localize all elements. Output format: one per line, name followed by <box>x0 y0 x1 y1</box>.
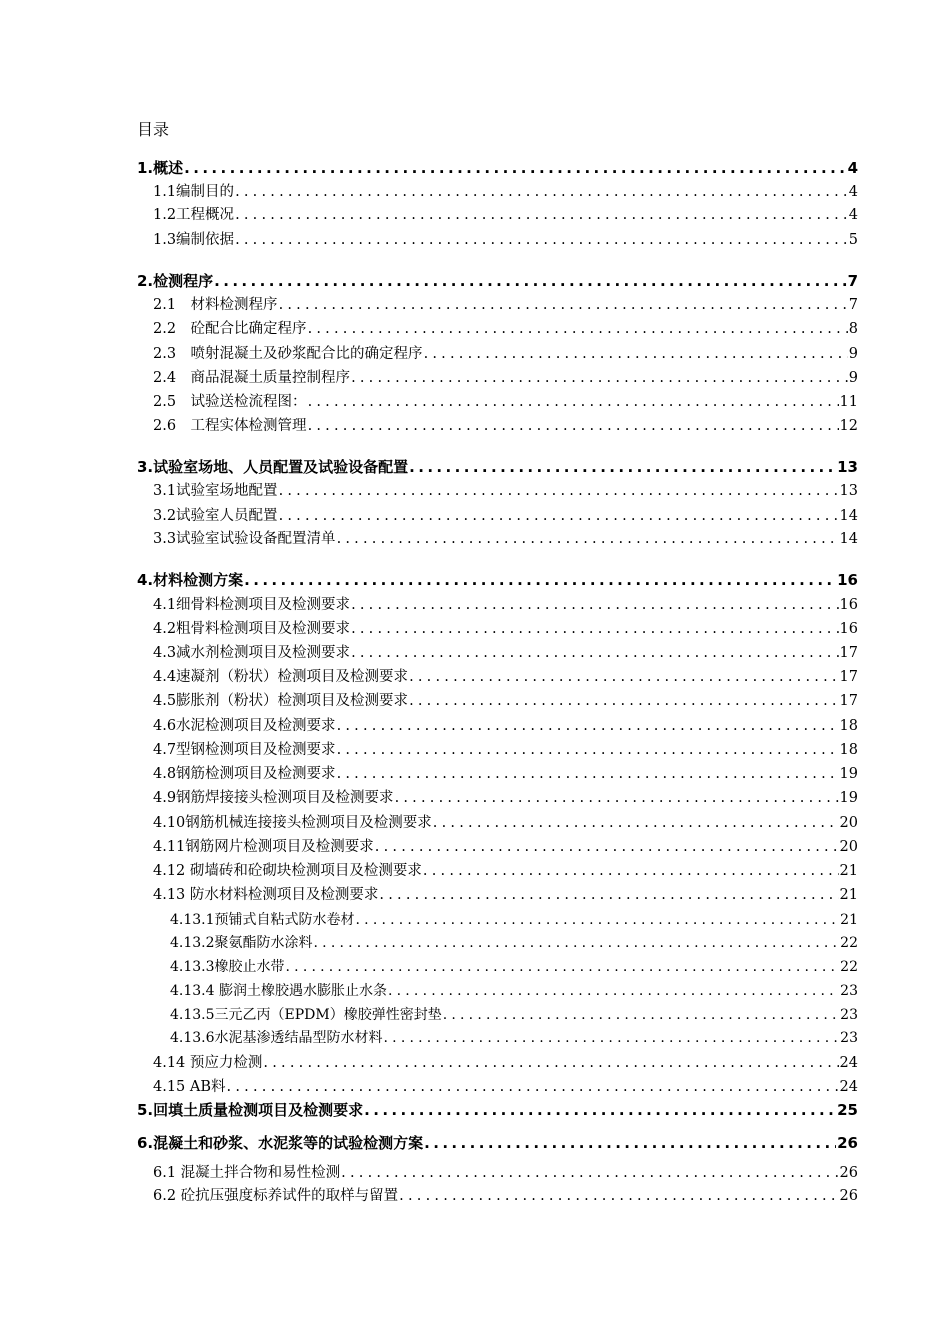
toc-entry[interactable] <box>170 909 858 931</box>
toc-leader-dots <box>244 569 836 591</box>
toc-entry-page: 17 <box>839 645 858 661</box>
toc-entry[interactable] <box>170 1004 858 1026</box>
toc-leader-dots <box>337 739 839 761</box>
toc-entry-label: 2.5 试验送检流程图： <box>153 394 307 410</box>
toc-entry-page: 18 <box>839 742 858 758</box>
toc-entry-label: 2.6 工程实体检测管理 <box>153 418 307 434</box>
toc-entry[interactable] <box>153 1076 858 1098</box>
toc-entry-label: 4.4速凝剂（粉状）检测项目及检测要求 <box>153 669 409 685</box>
toc-entry[interactable] <box>153 836 858 858</box>
toc-entry-page: 25 <box>837 1101 858 1119</box>
toc-leader-dots <box>308 391 839 413</box>
toc-entry-page: 24 <box>839 1079 858 1095</box>
toc-entry-page: 9 <box>848 346 858 362</box>
toc-title: 目录 <box>137 120 170 139</box>
toc-entry[interactable] <box>170 980 858 1002</box>
toc-leader-dots <box>337 763 839 785</box>
toc-entry[interactable] <box>153 860 858 882</box>
toc-entry-label: 4.10钢筋机械连接接头检测项目及检测要求 <box>153 815 432 831</box>
toc-entry-page: 16 <box>839 621 858 637</box>
toc-entry[interactable] <box>153 1185 858 1207</box>
toc-leader-dots <box>409 690 838 712</box>
toc-entry[interactable] <box>153 294 858 316</box>
toc-entry-label: 4.3减水剂检测项目及检测要求 <box>153 645 351 661</box>
toc-entry-page: 13 <box>839 483 858 499</box>
toc-leader-dots <box>184 157 846 179</box>
toc-entry[interactable] <box>153 763 858 785</box>
toc-entry-label: 4.13.6水泥基渗透结晶型防水材料 <box>170 1030 383 1046</box>
toc-entry[interactable] <box>153 715 858 737</box>
toc-leader-dots <box>341 1162 838 1184</box>
toc-leader-dots <box>399 1185 838 1207</box>
toc-entry-page: 22 <box>840 935 858 951</box>
toc-entry[interactable] <box>153 1052 858 1074</box>
toc-entry-page: 21 <box>839 863 858 879</box>
toc-leader-dots <box>424 1132 836 1154</box>
toc-entry-label: 2.1 材料检测程序 <box>153 297 278 313</box>
toc-leader-dots <box>384 1027 840 1049</box>
toc-entry-page: 23 <box>840 1007 858 1023</box>
toc-entry[interactable] <box>153 739 858 761</box>
toc-entry-page: 21 <box>839 887 858 903</box>
toc-leader-dots <box>351 618 838 640</box>
toc-leader-dots <box>279 294 848 316</box>
toc-leader-dots <box>351 642 838 664</box>
toc-entry-page: 4 <box>848 207 858 223</box>
toc-entry-label: 2.检测程序 <box>137 272 214 290</box>
toc-entry-label: 6.混凝土和砂浆、水泥浆等的试验检测方案 <box>137 1134 424 1152</box>
toc-leader-dots <box>443 1004 839 1026</box>
toc-leader-dots <box>379 884 838 906</box>
toc-entry[interactable] <box>153 528 858 550</box>
toc-leader-dots <box>433 812 839 834</box>
toc-leader-dots <box>279 505 839 527</box>
toc-entry-page: 19 <box>839 790 858 806</box>
toc-entry[interactable] <box>153 812 858 834</box>
toc-entry-label: 4.1细骨料检测项目及检测要求 <box>153 597 351 613</box>
toc-entry[interactable] <box>153 415 858 437</box>
toc-entry-page: 21 <box>840 912 858 928</box>
toc-entry-label: 6.1 混凝土拌合物和易性检测 <box>153 1165 341 1181</box>
toc-entry-page: 23 <box>840 983 858 999</box>
toc-leader-dots <box>286 956 840 978</box>
toc-leader-dots <box>337 528 839 550</box>
toc-leader-dots <box>214 270 846 292</box>
toc-leader-dots <box>308 415 839 437</box>
toc-entry[interactable] <box>137 1132 858 1154</box>
toc-entry[interactable] <box>153 884 858 906</box>
toc-leader-dots <box>424 343 848 365</box>
toc-entry[interactable] <box>153 391 858 413</box>
toc-entry-page: 16 <box>839 597 858 613</box>
toc-entry[interactable] <box>153 690 858 712</box>
toc-entry-label: 4.13.1预铺式自粘式防水卷材 <box>170 912 355 928</box>
toc-entry-label: 4.15 AB料 <box>153 1079 226 1095</box>
toc-entry-page: 26 <box>839 1188 858 1204</box>
toc-entry-label: 1.1编制目的 <box>153 184 235 200</box>
toc-entry-page: 22 <box>840 959 858 975</box>
toc-leader-dots <box>364 1099 836 1121</box>
toc-entry-label: 2.4 商品混凝土质量控制程序 <box>153 370 351 386</box>
toc-entry[interactable] <box>153 505 858 527</box>
toc-entry[interactable] <box>137 456 858 478</box>
toc-entry-label: 4.13.3橡胶止水带 <box>170 959 285 975</box>
toc-entry[interactable] <box>137 569 858 591</box>
toc-entry[interactable] <box>153 318 858 340</box>
toc-leader-dots <box>423 860 839 882</box>
toc-entry-page: 13 <box>837 458 858 476</box>
toc-leader-dots <box>375 836 839 858</box>
toc-entry[interactable] <box>153 594 858 616</box>
toc-entry-page: 8 <box>848 321 858 337</box>
toc-entry[interactable] <box>153 343 858 365</box>
toc-entry-label: 3.3试验室试验设备配置清单 <box>153 531 336 547</box>
toc-entry-page: 20 <box>839 815 858 831</box>
toc-entry-page: 7 <box>847 272 858 290</box>
toc-leader-dots <box>351 594 838 616</box>
toc-entry[interactable] <box>153 204 858 226</box>
toc-entry-label: 2.3 喷射混凝土及砂浆配合比的确定程序 <box>153 346 423 362</box>
toc-entry[interactable] <box>137 157 858 179</box>
toc-entry-label: 4.2粗骨料检测项目及检测要求 <box>153 621 351 637</box>
toc-entry-page: 20 <box>839 839 858 855</box>
toc-entry-page: 17 <box>839 669 858 685</box>
toc-entry[interactable] <box>153 1162 858 1184</box>
toc-entry[interactable] <box>137 270 858 292</box>
toc-entry-label: 4.14 预应力检测 <box>153 1055 263 1071</box>
toc-entry-page: 26 <box>839 1165 858 1181</box>
toc-leader-dots <box>409 456 836 478</box>
toc-entry[interactable] <box>153 229 858 251</box>
toc-entry-label: 3.试验室场地、人员配置及试验设备配置 <box>137 458 409 476</box>
toc-entry-label: 5.回填土质量检测项目及检测要求 <box>137 1101 364 1119</box>
toc-leader-dots <box>351 367 848 389</box>
toc-entry-page: 9 <box>848 370 858 386</box>
toc-entry-label: 3.2试验室人员配置 <box>153 508 278 524</box>
toc-entry-label: 1.2工程概况 <box>153 207 235 223</box>
toc-entry[interactable] <box>153 787 858 809</box>
toc-leader-dots <box>409 666 838 688</box>
toc-leader-dots <box>235 204 848 226</box>
toc-entry-page: 18 <box>839 718 858 734</box>
toc-entry-label: 4.13.4 膨润土橡胶遇水膨胀止水条 <box>170 983 387 999</box>
toc-entry[interactable] <box>170 956 858 978</box>
toc-entry-page: 11 <box>839 394 858 410</box>
toc-entry-page: 7 <box>848 297 858 313</box>
toc-leader-dots <box>279 480 839 502</box>
toc-leader-dots <box>308 318 848 340</box>
toc-entry[interactable] <box>153 181 858 203</box>
toc-entry[interactable] <box>170 1027 858 1049</box>
toc-entry-label: 3.1试验室场地配置 <box>153 483 278 499</box>
toc-leader-dots <box>227 1076 839 1098</box>
toc-entry[interactable] <box>170 932 858 954</box>
toc-entry[interactable] <box>153 367 858 389</box>
toc-entry-page: 14 <box>839 531 858 547</box>
toc-entry[interactable] <box>153 666 858 688</box>
toc-leader-dots <box>356 909 840 931</box>
toc-entry[interactable] <box>153 618 858 640</box>
toc-entry-page: 14 <box>839 508 858 524</box>
toc-entry-label: 4.12 砌墙砖和砼砌块检测项目及检测要求 <box>153 863 422 879</box>
toc-entry-page: 4 <box>848 184 858 200</box>
toc-entry-label: 4.7型钢检测项目及检测要求 <box>153 742 336 758</box>
toc-entry-label: 4.11钢筋网片检测项目及检测要求 <box>153 839 374 855</box>
toc-entry-label: 2.2 砼配合比确定程序 <box>153 321 307 337</box>
toc-leader-dots <box>235 181 848 203</box>
toc-entry-page: 4 <box>847 159 858 177</box>
toc-entry[interactable] <box>137 1099 858 1121</box>
toc-entry-label: 4.材料检测方案 <box>137 571 244 589</box>
toc-entry-label: 4.5膨胀剂（粉状）检测项目及检测要求 <box>153 693 409 709</box>
toc-entry-label: 1.概述 <box>137 159 184 177</box>
toc-entry-label: 4.8钢筋检测项目及检测要求 <box>153 766 336 782</box>
toc-entry-label: 4.13 防水材料检测项目及检测要求 <box>153 887 379 903</box>
toc-entry-label: 6.2 砼抗压强度标养试件的取样与留置 <box>153 1188 399 1204</box>
toc-entry-page: 17 <box>839 693 858 709</box>
toc-entry-page: 24 <box>839 1055 858 1071</box>
toc-entry-label: 4.13.2聚氨酯防水涂料 <box>170 935 313 951</box>
toc-leader-dots <box>395 787 839 809</box>
toc-leader-dots <box>314 932 840 954</box>
toc-entry-page: 5 <box>848 232 858 248</box>
toc-entry-page: 26 <box>837 1134 858 1152</box>
toc-entry-label: 1.3编制依据 <box>153 232 235 248</box>
toc-leader-dots <box>388 980 839 1002</box>
toc-entry[interactable] <box>153 480 858 502</box>
toc-leader-dots <box>263 1052 838 1074</box>
toc-entry[interactable] <box>153 642 858 664</box>
toc-entry-page: 19 <box>839 766 858 782</box>
toc-entry-page: 12 <box>839 418 858 434</box>
toc-entry-label: 4.6水泥检测项目及检测要求 <box>153 718 336 734</box>
toc-leader-dots <box>337 715 839 737</box>
toc-entry-page: 23 <box>840 1030 858 1046</box>
toc-entry-label: 4.9钢筋焊接接头检测项目及检测要求 <box>153 790 394 806</box>
toc-entry-label: 4.13.5三元乙丙（EPDM）橡胶弹性密封垫 <box>170 1007 442 1023</box>
toc-leader-dots <box>235 229 848 251</box>
toc-entry-page: 16 <box>837 571 858 589</box>
